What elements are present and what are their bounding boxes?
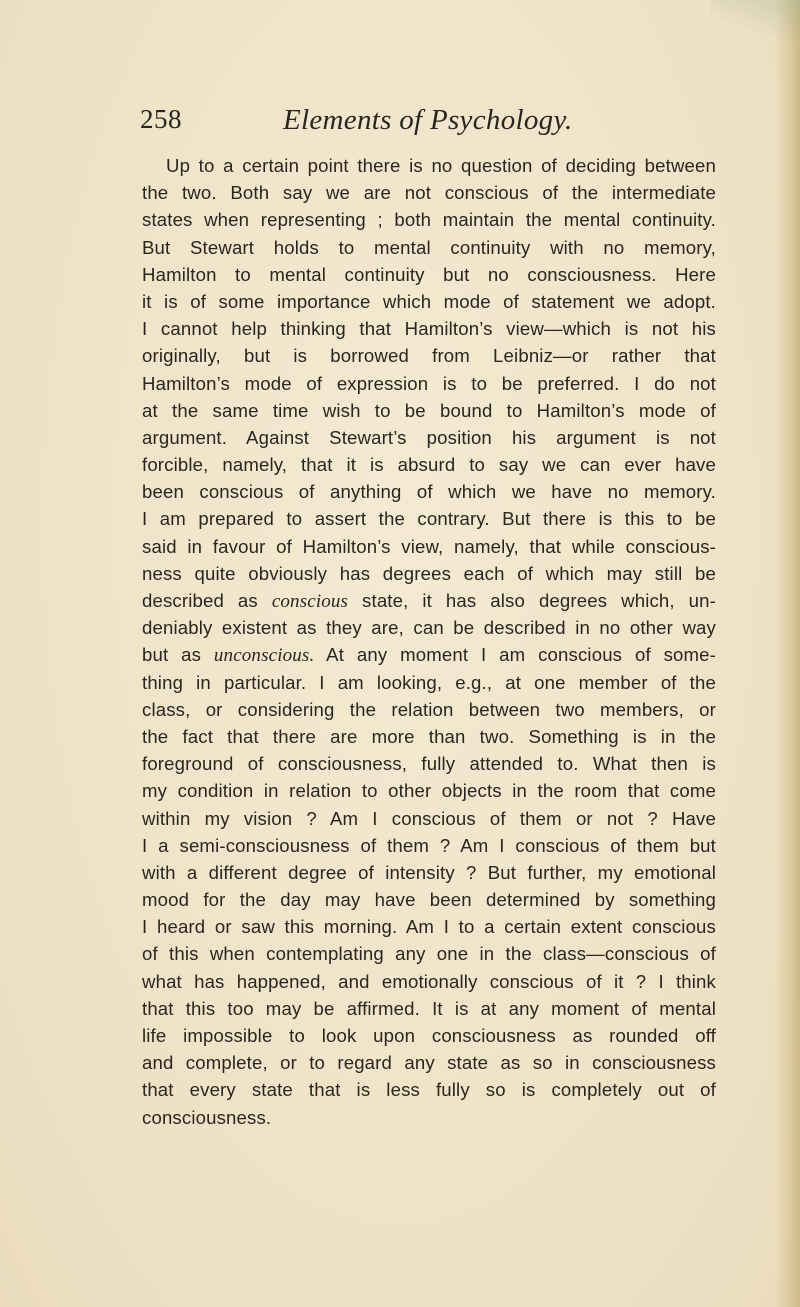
text-line: But Stewart holds to mental continuity with no memory, [142, 236, 716, 258]
text-line: I a semi-consciousness of them ? Am I conscious of them but [142, 834, 716, 856]
text-segment: state, it has also degrees which, un- [348, 590, 717, 611]
text-line: thing in particular. I am looking, e.g., at one member of the [142, 671, 716, 693]
text-line: and complete, or to regard any state as so in consciousness [142, 1052, 716, 1074]
page-number: 258 [140, 104, 182, 134]
text-line: foreground of consciousness, fully attended to. What then is [142, 753, 716, 775]
text-segment: At any moment I am conscious of some- [314, 644, 716, 666]
text-line: mood for the day may have been determined by something [142, 889, 716, 911]
text-line: what has happened, and emotionally conscious of it ? I think [142, 970, 716, 992]
page-corner-stain [710, 0, 800, 40]
text-line: the fact that there are more than two. Something is in the [142, 725, 716, 747]
text-line-final: consciousness. [142, 1106, 272, 1128]
text-line: the two. Both say we are not conscious of the intermediate [142, 182, 716, 204]
text-segment: but as [142, 644, 214, 666]
text-line: within my vision ? Am I conscious of them or not ? Have [142, 807, 716, 829]
text-line: I cannot help thinking that Hamilton’s view—which is not his [142, 318, 716, 340]
text-line: of this when contemplating any one in the class—conscious of [142, 943, 716, 965]
text-line: argument. Against Stewart’s position his argument is not [142, 426, 716, 448]
italic-term-unconscious: unconscious. [213, 645, 315, 667]
page-edge-shadow [774, 0, 800, 1307]
text-segment: described as [142, 590, 272, 611]
italic-term-conscious: conscious [271, 591, 349, 612]
text-line-with-italic [142, 641, 716, 668]
text-line: Up to a certain point there is no question of deciding between [166, 155, 716, 176]
text-line: said in favour of Hamilton’s view, namely, that while conscious- [142, 535, 716, 557]
text-line: states when representing ; both maintain the mental continuity. [142, 209, 716, 231]
text-line: originally, but is borrowed from Leibniz—or rather that [142, 345, 716, 367]
page-header [0, 104, 800, 144]
text-line: it is of some importance which mode of statement we adopt. [142, 290, 716, 312]
body-paragraph [142, 152, 716, 1131]
running-head: Elements of Psychology. [283, 104, 573, 136]
text-line: my condition in relation to other objects in the room that come [142, 780, 716, 802]
text-line: that this too may be affirmed. It is at any moment of mental [142, 997, 716, 1019]
text-line-with-italic [142, 587, 716, 614]
text-line: been conscious of anything of which we have no memory. [142, 481, 716, 503]
text-line: with a different degree of intensity ? But further, my emotional [142, 861, 716, 883]
text-line: I am prepared to assert the contrary. But there is this to be [142, 508, 716, 530]
text-line: class, or considering the relation between two members, or [142, 698, 716, 720]
text-line: Hamilton’s mode of expression is to be preferred. I do not [142, 372, 716, 394]
text-line: at the same time wish to be bound to Hamilton’s mode of [142, 399, 716, 421]
text-line: life impossible to look upon consciousness as rounded off [142, 1025, 716, 1046]
text-line: Hamilton to mental continuity but no consciousness. Here [142, 263, 716, 285]
text-line: ness quite obviously has degrees each of which may still be [142, 562, 716, 584]
text-line: that every state that is less fully so is completely out of [142, 1079, 716, 1101]
text-line: forcible, namely, that it is absurd to say we can ever have [142, 454, 716, 476]
text-line: deniably existent as they are, can be described in no other way [142, 617, 716, 639]
text-line: I heard or saw this morning. Am I to a certain extent conscious [142, 916, 716, 938]
